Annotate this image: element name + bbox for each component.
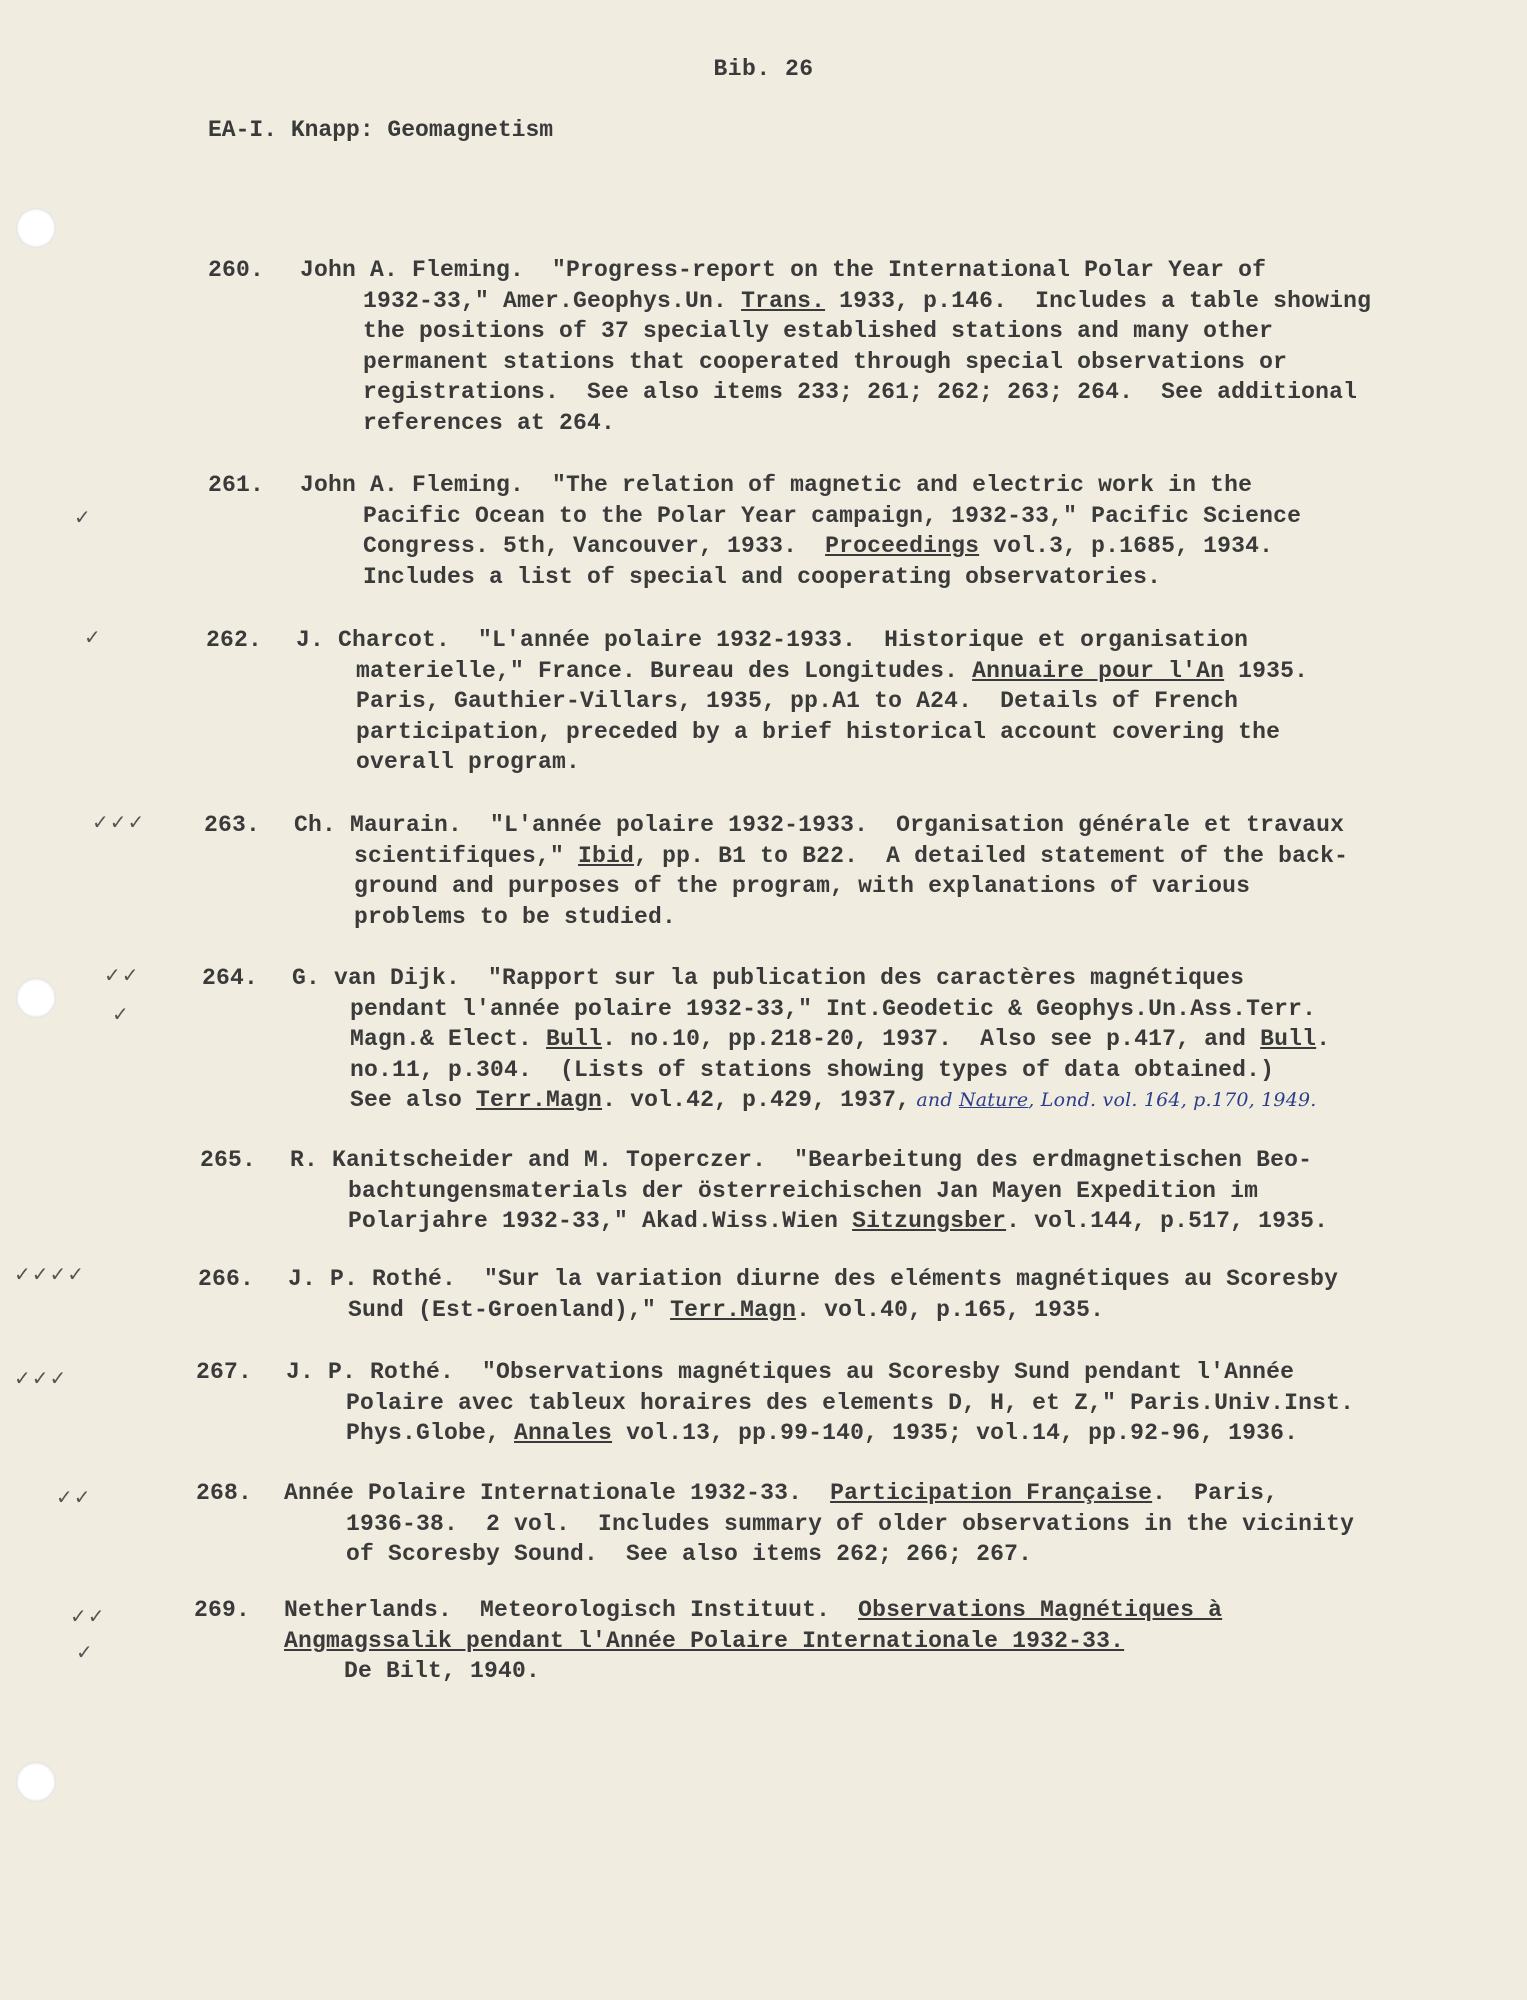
entry-number: 260. [208, 257, 265, 283]
entry-line: Netherlands. Meteorologisch Instituut. Observations Magnétiques à [284, 1597, 1223, 1623]
journal-title: Participation Française [830, 1480, 1153, 1506]
entry-line: J. P. Rothé. "Observations magnétiques au Scoresby Sund pendant l'Année [286, 1359, 1295, 1385]
entry-number: 266. [198, 1266, 255, 1292]
entry-line: 1936-38. 2 vol. Includes summary of older observations in the vicinity [346, 1510, 1355, 1537]
entry-line: materielle," France. Bureau des Longitudes. Annuaire pour l'An 1935. [356, 657, 1309, 684]
handwritten-note: , Lond. vol. 164, p.170, 1949. [1028, 1089, 1317, 1111]
journal-title: Terr.Magn [670, 1296, 797, 1323]
journal-title: Trans. [741, 287, 826, 314]
entry-line: scientifiques," Ibid, pp. B1 to B22. A detailed statement of the back- [354, 842, 1349, 869]
entry-line: ground and purposes of the program, with explanations of various [354, 873, 1251, 899]
entry-line: De Bilt, 1940. [344, 1658, 541, 1684]
journal-title: Bull [546, 1026, 603, 1052]
journal-title: Proceedings [825, 533, 980, 559]
margin-checkmark: ✓✓ [70, 1604, 106, 1628]
entry-number: 269. [194, 1597, 251, 1623]
entry-line: G. van Dijk. "Rapport sur la publication des caractères magnétiques [292, 965, 1245, 991]
entry-line: Polaire avec tableux horaires des elements D, H, et Z," Paris.Univ.Inst. [346, 1389, 1355, 1416]
handwritten-note: Nature [958, 1089, 1029, 1111]
entry-number: 268. [196, 1480, 253, 1506]
entry-line: permanent stations that cooperated through special observations or [363, 348, 1288, 375]
handwritten-note: and [910, 1089, 959, 1111]
entry-line: of Scoresby Sound. See also items 262; 266; 267. [346, 1541, 1033, 1567]
margin-checkmark: ✓✓ [104, 963, 140, 987]
punch-hole [16, 208, 56, 248]
entry-number: 267. [196, 1359, 253, 1385]
entry-line: Phys.Globe, Annales vol.13, pp.99-140, 1935; vol.14, pp.92-96, 1936. [346, 1420, 1299, 1446]
entry-line: registrations. See also items 233; 261; 262; 263; 264. See additional [363, 379, 1358, 405]
margin-checkmark: ✓ [112, 1002, 130, 1026]
entry-line: problems to be studied. [354, 903, 677, 930]
page-number: Bib. 26 [713, 56, 814, 82]
entry-line: Polarjahre 1932-33," Akad.Wiss.Wien Sitzungsber. vol.144, p.517, 1935. [348, 1208, 1329, 1234]
margin-checkmark: ✓✓✓✓ [14, 1262, 86, 1286]
entry-line: Paris, Gauthier-Villars, 1935, pp.A1 to A24. Details of French [356, 688, 1239, 714]
punch-hole [16, 978, 56, 1018]
entry-line: 1932-33," Amer.Geophys.Un. Trans. 1933, p.146. Includes a table showing [363, 287, 1372, 314]
entry-line: pendant l'année polaire 1932-33," Int.Geodetic & Geophys.Un.Ass.Terr. [350, 995, 1317, 1022]
entry-line: Sund (Est-Groenland)," Terr.Magn. vol.40, p.165, 1935. [348, 1296, 1105, 1323]
entry-line: the positions of 37 specially established stations and many other [363, 318, 1274, 344]
entry-number: 261. [208, 472, 265, 498]
entry-number: 263. [204, 812, 261, 838]
entry-line: references at 264. [363, 409, 616, 436]
journal-title: Observations Magnétiques à [858, 1597, 1223, 1623]
entry-line: bachtungensmaterials der österreichischen Jan Mayen Expedition im [348, 1177, 1259, 1204]
margin-checkmark: ✓✓✓ [92, 810, 146, 834]
entry-line: Ch. Maurain. "L'année polaire 1932-1933. Organisation générale et travaux [294, 812, 1345, 838]
entry-line: Congress. 5th, Vancouver, 1933. Proceedings vol.3, p.1685, 1934. [363, 533, 1274, 559]
journal-title: Bull [1260, 1026, 1317, 1052]
entry-line: John A. Fleming. "Progress-report on the International Polar Year of [300, 257, 1267, 283]
entry-line: See also Terr.Magn. vol.42, p.429, 1937, and Nature, Lond. vol. 164, p.170, 1949. [350, 1087, 1317, 1113]
margin-checkmark: ✓ [74, 505, 92, 529]
journal-title: Terr.Magn [476, 1087, 603, 1113]
entry-line: Angmagssalik pendant l'Année Polaire Internationale 1932-33. [284, 1627, 1125, 1654]
entry-number: 265. [200, 1147, 257, 1173]
entry-line: Includes a list of special and cooperating observatories. [363, 563, 1162, 590]
entry-number: 264. [202, 965, 259, 991]
entry-line: overall program. [356, 749, 581, 775]
journal-title: Sitzungsber [852, 1208, 1007, 1234]
entry-line: Magn.& Elect. Bull. no.10, pp.218-20, 1937. Also see p.417, and Bull. [350, 1026, 1331, 1052]
entry-line: R. Kanitscheider and M. Toperczer. "Bearbeitung des erdmagnetischen Beo- [290, 1147, 1313, 1173]
entry-line: participation, preceded by a brief historical account covering the [356, 718, 1281, 745]
entry-number: 262. [206, 627, 263, 653]
entry-line: Année Polaire Internationale 1932-33. Participation Française. Paris, [284, 1480, 1279, 1506]
margin-checkmark: ✓ [76, 1640, 94, 1664]
margin-checkmark: ✓✓✓ [14, 1366, 68, 1390]
entry-line: John A. Fleming. "The relation of magnetic and electric work in the [300, 472, 1253, 498]
margin-checkmark: ✓✓ [56, 1485, 92, 1509]
section-heading: EA-I. Knapp: Geomagnetism [208, 117, 554, 143]
journal-title: Ibid [578, 842, 635, 869]
journal-title: Annuaire pour l'An [972, 657, 1225, 684]
entry-line: Pacific Ocean to the Polar Year campaign, 1932-33," Pacific Science [363, 502, 1302, 529]
journal-title: Annales [514, 1420, 613, 1446]
entry-line: no.11, p.304. (Lists of stations showing types of data obtained.) [350, 1056, 1275, 1083]
entry-line: J. Charcot. "L'année polaire 1932-1933. Historique et organisation [296, 627, 1249, 653]
margin-checkmark: ✓ [84, 625, 102, 649]
entry-line: J. P. Rothé. "Sur la variation diurne des eléments magnétiques au Scoresby [288, 1266, 1339, 1292]
punch-hole [16, 1762, 56, 1802]
